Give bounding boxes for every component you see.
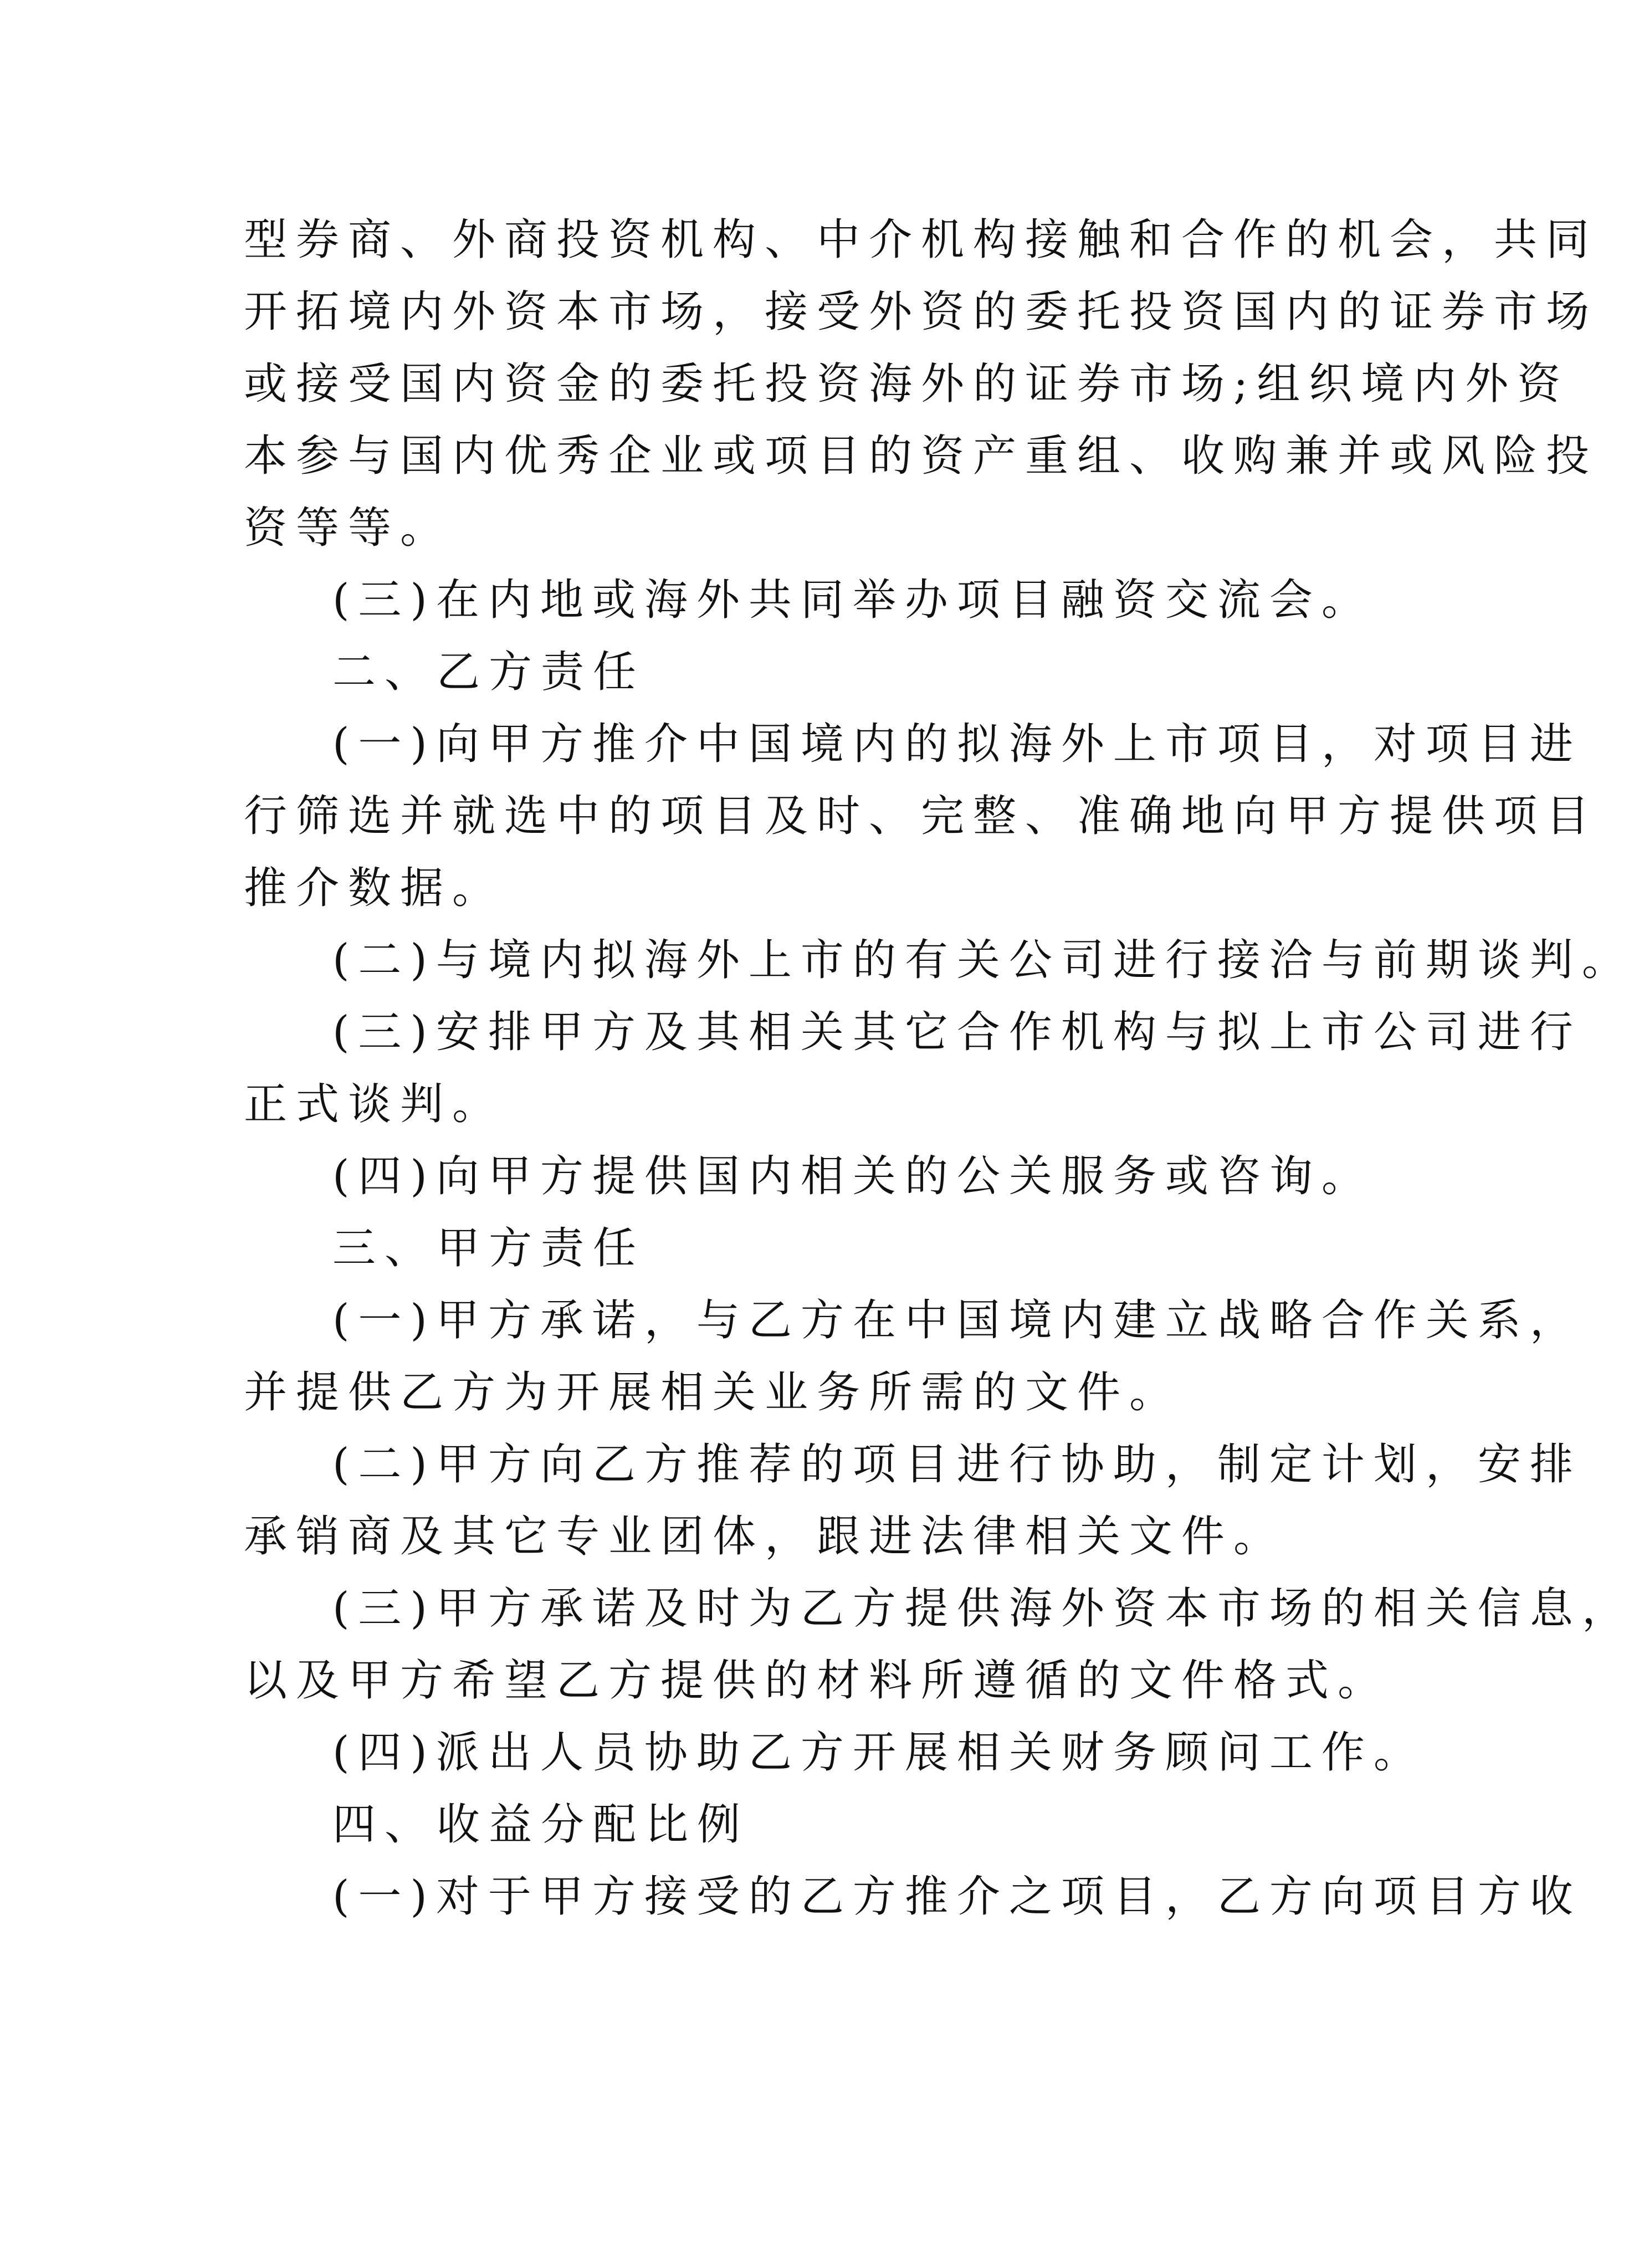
clause-item: (二)甲方向乙方推荐的项目进行协助，制定计划，安排 [332, 1440, 1582, 1489]
clause-item: (三)甲方承诺及时为乙方提供海外资本市场的相关信息， [332, 1584, 1634, 1634]
section-heading: 四、收益分配比例 [332, 1800, 750, 1850]
clause-item-continuation: 推介数据。 [244, 863, 505, 913]
clause-item: (一)对于甲方接受的乙方推介之项目，乙方向项目方收 [332, 1872, 1582, 1922]
clause-item-continuation: 正式谈判。 [244, 1079, 505, 1129]
clause-item-continuation: 并提供乙方为开展相关业务所需的文件。 [244, 1368, 1182, 1417]
clause-item: (一)向甲方推介中国境内的拟海外上市项目，对项目进 [332, 719, 1582, 769]
paragraph-line: 本参与国内优秀企业或项目的资产重组、收购兼并或风险投 [244, 431, 1599, 481]
clause-item: (四)派出人员协助乙方开展相关财务顾问工作。 [332, 1728, 1426, 1778]
clause-item: (三)安排甲方及其相关其它合作机构与拟上市公司进行 [332, 1007, 1582, 1057]
paragraph-line: 或接受国内资金的委托投资海外的证券市场;组织境内外资 [244, 359, 1570, 409]
paragraph-line: 资等等。 [244, 503, 453, 553]
clause-item: (四)向甲方提供国内相关的公关服务或咨询。 [332, 1151, 1374, 1201]
clause-item: (一)甲方承诺，与乙方在中国境内建立战略合作关系， [332, 1296, 1582, 1345]
clause-item-continuation: 以及甲方希望乙方提供的材料所遵循的文件格式。 [244, 1656, 1390, 1706]
clause-item-continuation: 行筛选并就选中的项目及时、完整、准确地向甲方提供项目 [244, 791, 1599, 841]
clause-item-continuation: 承销商及其它专业团体，跟进法律相关文件。 [244, 1512, 1286, 1562]
clause-item: (三)在内地或海外共同举办项目融资交流会。 [332, 575, 1374, 625]
clause-item: (二)与境内拟海外上市的有关公司进行接洽与前期谈判。 [332, 935, 1634, 985]
section-heading: 三、甲方责任 [332, 1223, 646, 1273]
document-body [244, 204, 1634, 1933]
paragraph-line: 型券商、外商投资机构、中介机构接触和合作的机会，共同 [244, 215, 1599, 265]
section-heading: 二、乙方责任 [332, 647, 646, 697]
paragraph-line: 开拓境内外资本市场，接受外资的委托投资国内的证券市场 [244, 287, 1599, 337]
